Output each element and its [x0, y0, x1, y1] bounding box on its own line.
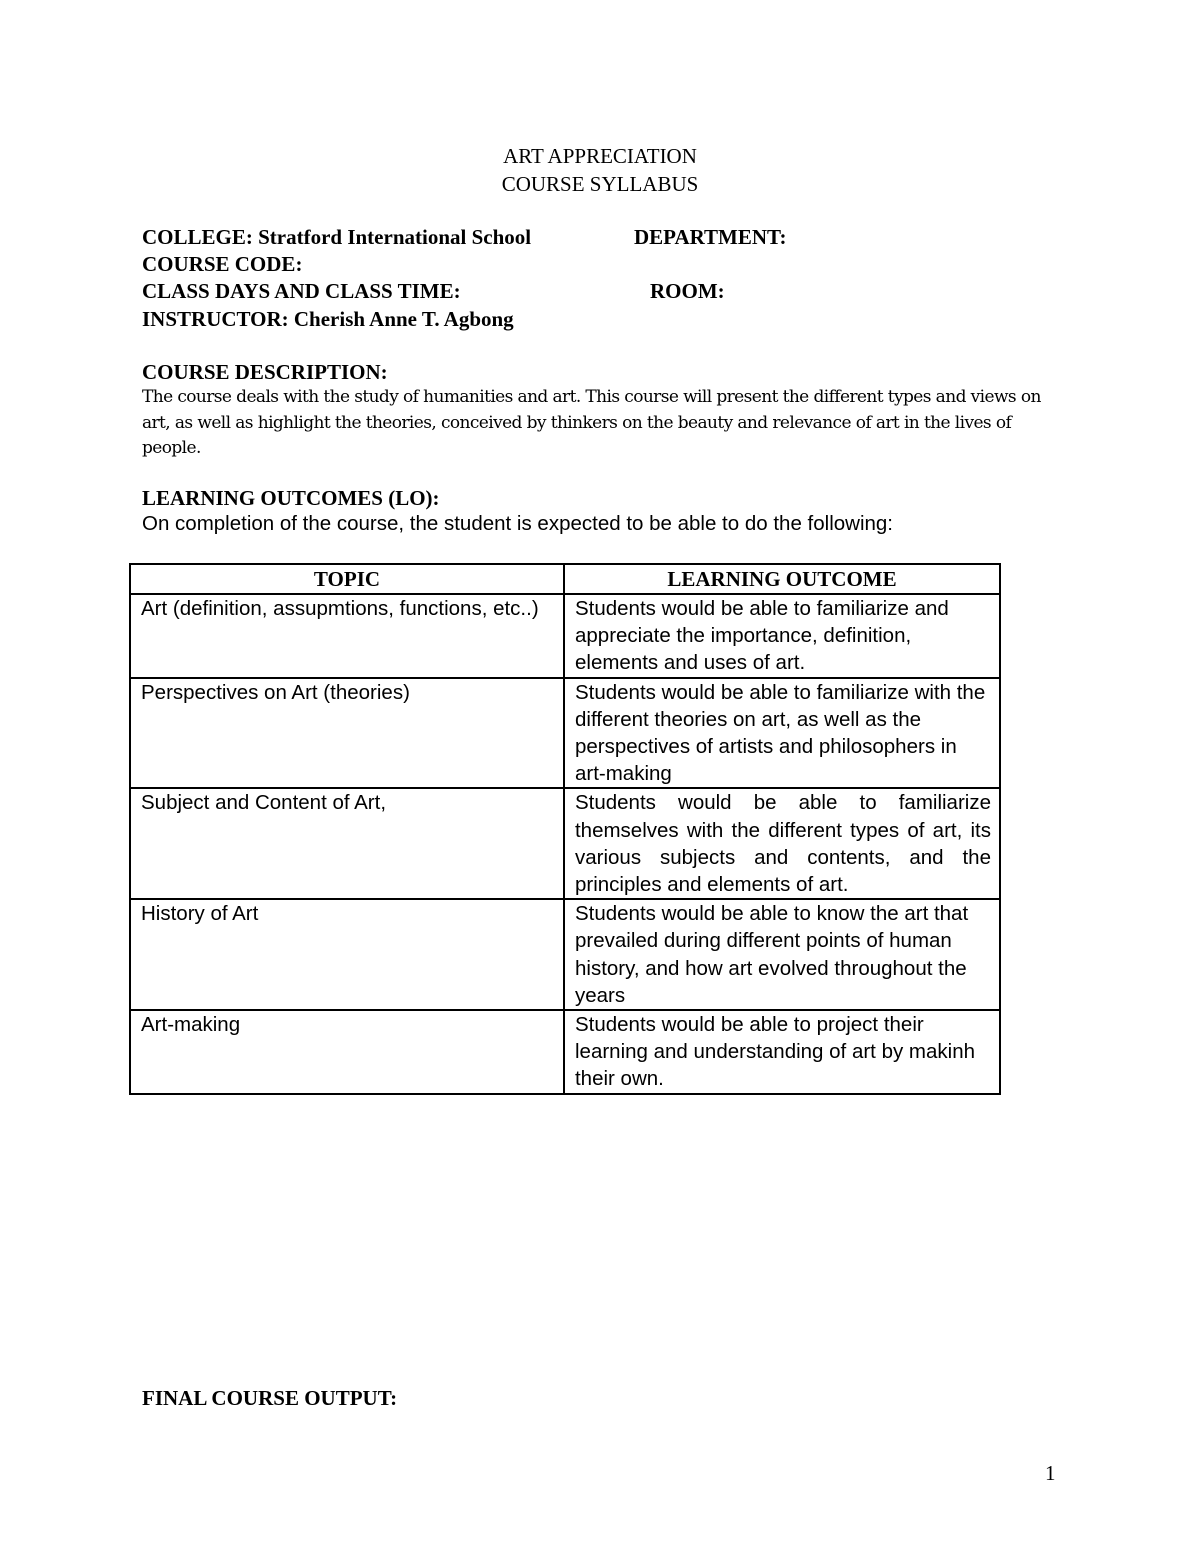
course-code-field: COURSE CODE:: [142, 252, 303, 276]
course-description-text: The course deals with the study of humanities and art. This course will present the different types and views on art, as well as highlight the theories, conceived by thinkers on the beauty and relevance of art in the lives of people.: [142, 387, 1041, 458]
table-row: [130, 899, 1000, 1010]
table-row: [130, 788, 1000, 899]
outcome-cell: Students would be able to familiarize with the different theories on art, as well as the perspectives of artists and philosophers in art-making: [564, 678, 1000, 789]
table-row: [130, 594, 1000, 678]
outcome-cell: Students would be able to familiarize themselves with the different types of art, its various subjects and contents, and the principles and elements of art.: [564, 788, 1000, 899]
topic-cell: Perspectives on Art (theories): [130, 678, 564, 789]
learning-outcomes-heading: LEARNING OUTCOMES (LO):: [142, 486, 440, 510]
document-title: ART APPRECIATION: [503, 144, 697, 168]
topic-cell: Art (definition, assupmtions, functions, etc..): [130, 594, 564, 678]
table-row: [130, 1010, 1000, 1094]
document-subtitle: COURSE SYLLABUS: [501, 172, 699, 196]
learning-outcomes-intro: On completion of the course, the student is expected to be able to do the following:: [142, 512, 894, 535]
column-header-outcome: LEARNING OUTCOME: [564, 564, 1000, 594]
table-row: [130, 678, 1000, 789]
outcome-cell: Students would be able to know the art that prevailed during different points of human history, and how art evolved throughout the years: [564, 899, 1000, 1010]
department-field: DEPARTMENT:: [634, 225, 787, 249]
course-description-heading: COURSE DESCRIPTION:: [142, 360, 388, 384]
class-days-field: CLASS DAYS AND CLASS TIME:: [142, 279, 461, 303]
page-number: 1: [1045, 1461, 1056, 1485]
topic-cell: History of Art: [130, 899, 564, 1010]
outcome-cell: Students would be able to familiarize and appreciate the importance, definition, elements and uses of art.: [564, 594, 1000, 678]
topic-cell: Subject and Content of Art,: [130, 788, 564, 899]
final-course-output-heading: FINAL COURSE OUTPUT:: [142, 1386, 398, 1410]
topic-cell: Art-making: [130, 1010, 564, 1094]
table-header-row: [130, 564, 1000, 594]
college-field: COLLEGE: Stratford International School: [142, 225, 532, 249]
room-field: ROOM:: [650, 279, 725, 303]
outcome-cell: Students would be able to project their learning and understanding of art by makinh their own.: [564, 1010, 1000, 1094]
learning-outcomes-table: [129, 563, 1001, 1095]
column-header-topic: TOPIC: [130, 564, 564, 594]
instructor-field: INSTRUCTOR: Cherish Anne T. Agbong: [142, 307, 514, 331]
